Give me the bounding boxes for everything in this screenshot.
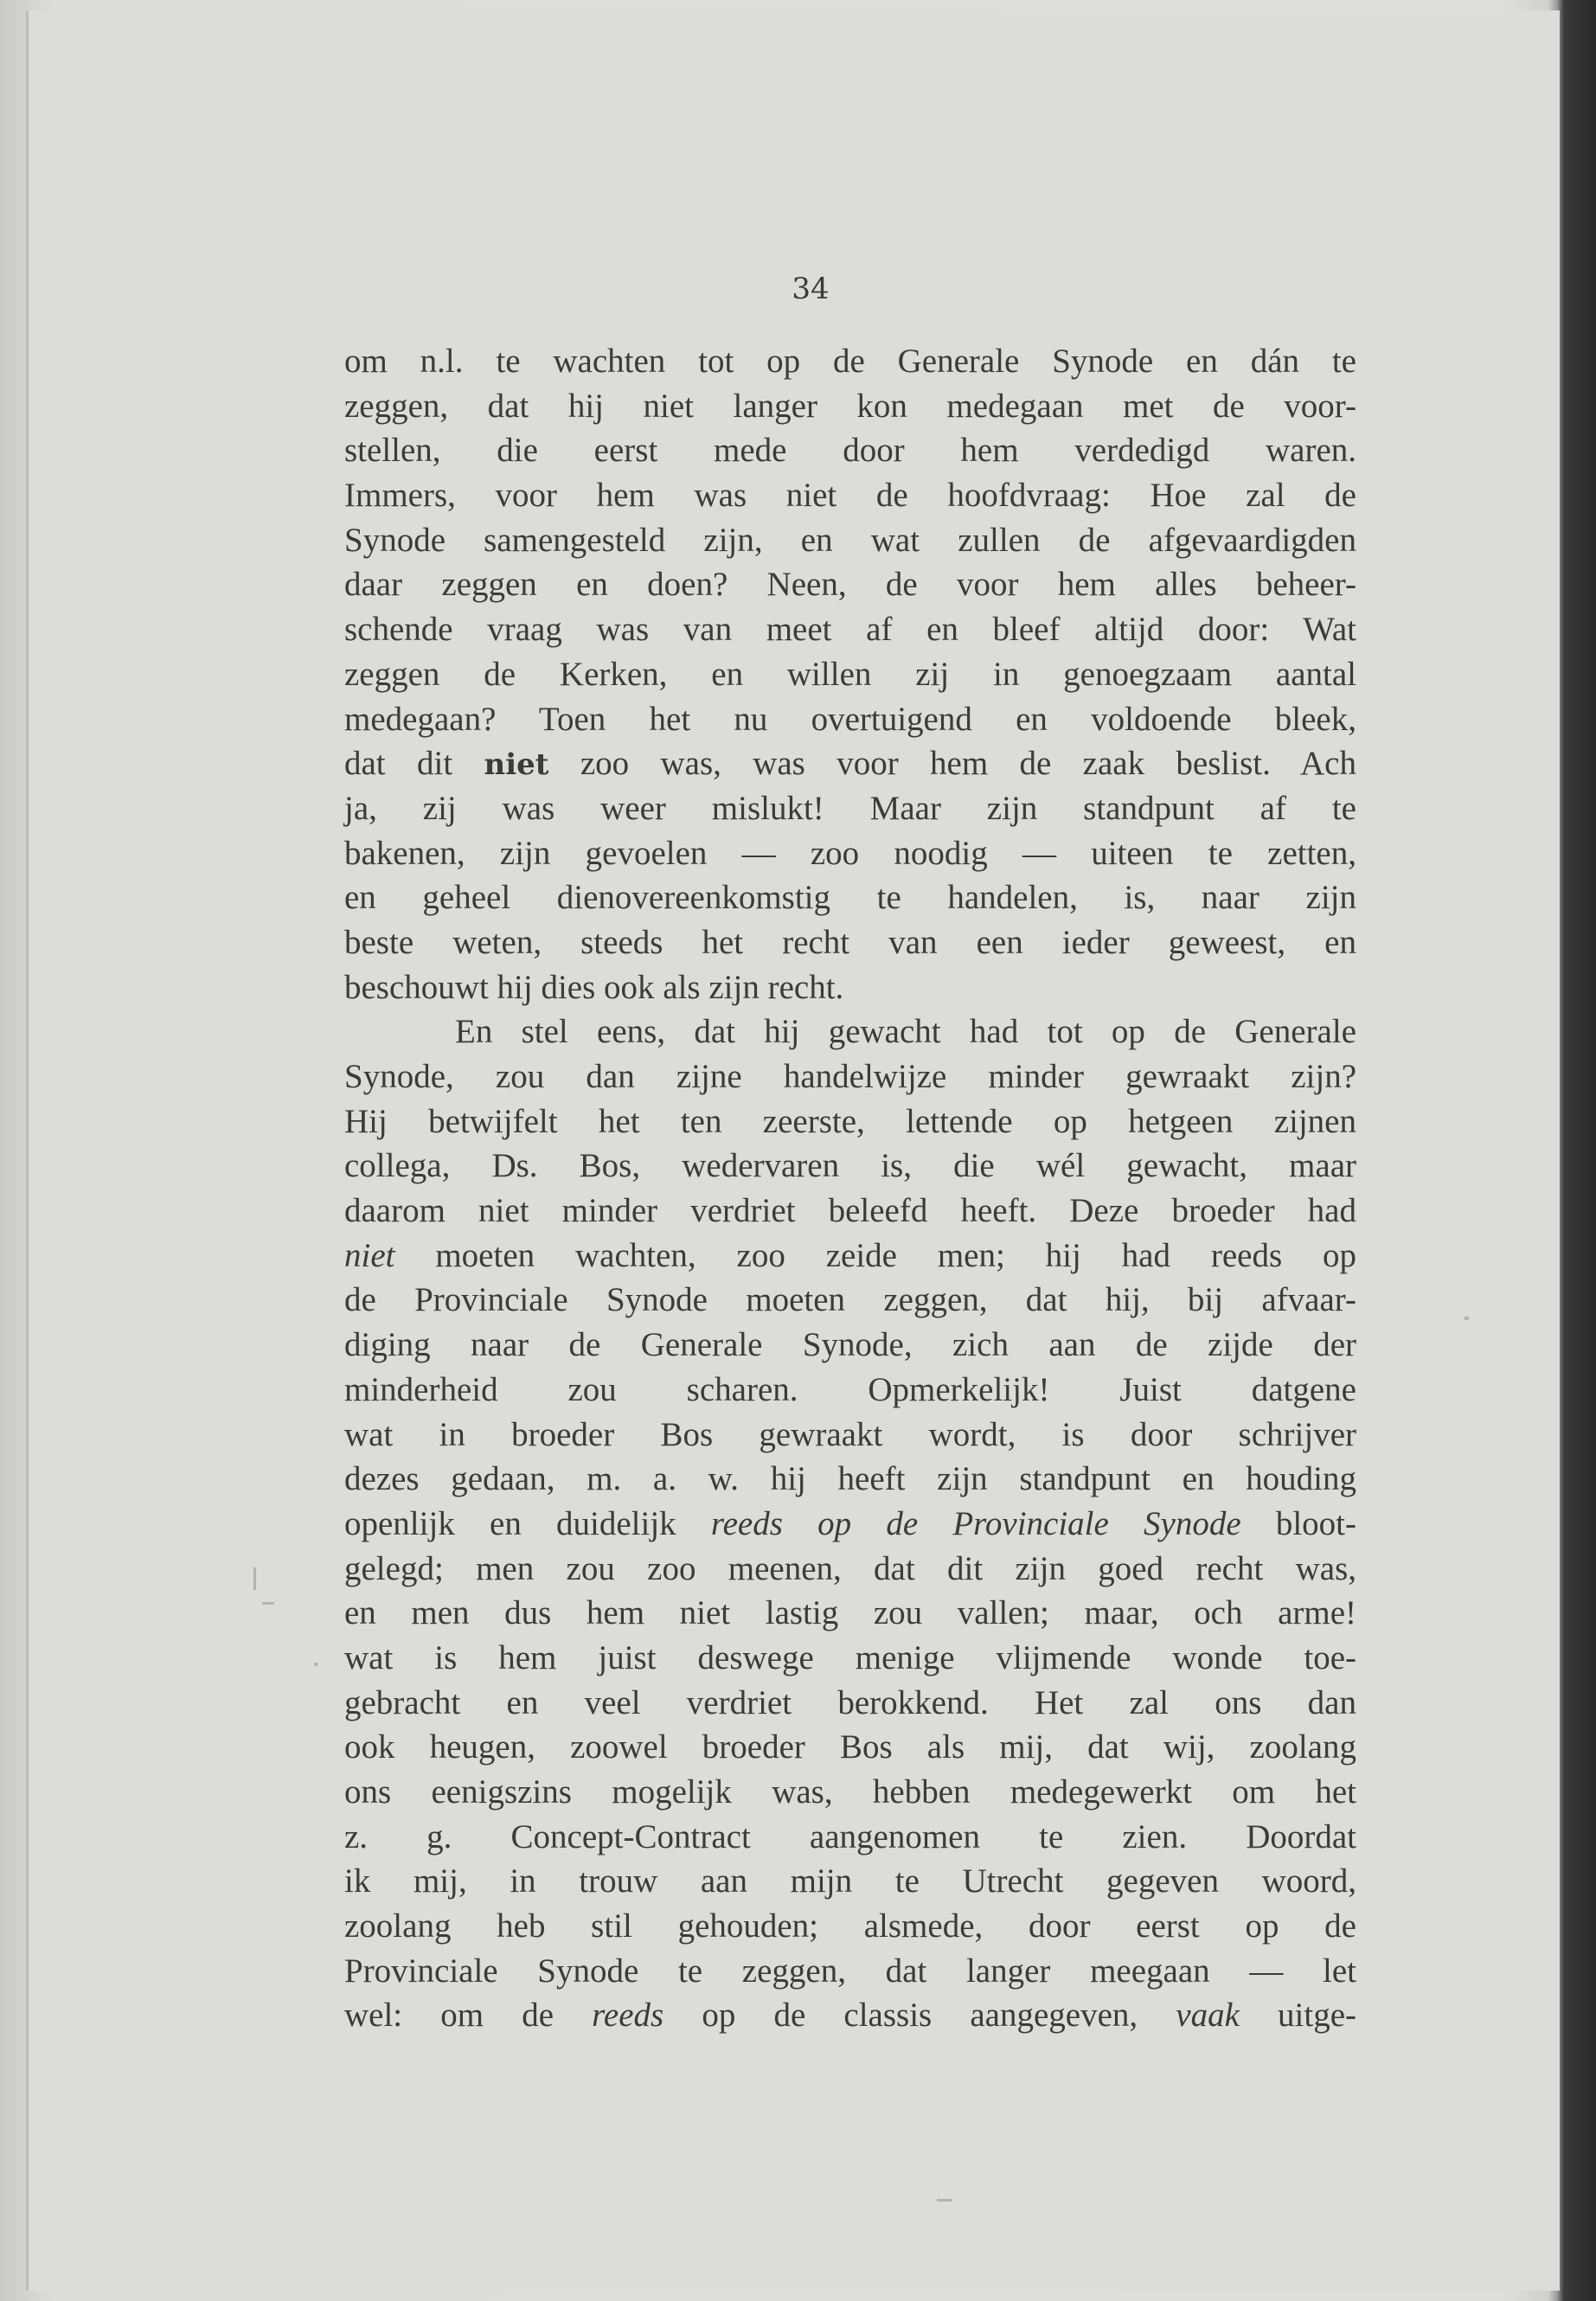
text-line: ons eenigszins mogelijk was, hebben medegewerkt om het bbox=[344, 1773, 1356, 1811]
text-line: gebracht en veel verdriet berokkend. Het zal ons dan bbox=[344, 1683, 1356, 1721]
text-line: Synode samengesteld zijn, en wat zullen de afgevaardigden bbox=[344, 521, 1356, 559]
text-line: beste weten, steeds het recht van een ieder geweest, en bbox=[344, 923, 1356, 961]
text-line: en men dus hem niet lastig zou vallen; maar, och arme! bbox=[344, 1594, 1356, 1632]
text-run: uitge- bbox=[1239, 1997, 1357, 2035]
text-line: zoolang heb stil gehouden; alsmede, door eerst op de bbox=[344, 1907, 1356, 1945]
italic-emphasis: reeds op de Provinciale Synode bbox=[710, 1504, 1241, 1542]
text-line: de Provinciale Synode moeten zeggen, dat hij, bij afvaar- bbox=[344, 1281, 1356, 1319]
text-line: Provinciale Synode te zeggen, dat langer meegaan — let bbox=[344, 1952, 1356, 1990]
text-run: zoo was, was voor hem de zaak beslist. Ach bbox=[548, 745, 1356, 783]
paragraph-start-line: En stel eens, dat hij gewacht had tot op de Generale bbox=[455, 1013, 1356, 1051]
text-line: diging naar de Generale Synode, zich aan de zijde der bbox=[344, 1326, 1356, 1364]
text-line: daar zeggen en doen? Neen, de voor hem alles beheer- bbox=[344, 566, 1356, 604]
italic-emphasis: reeds bbox=[592, 1997, 664, 2035]
text-line: ook heugen, zoowel broeder Bos als mij, dat wij, zoolang bbox=[344, 1728, 1356, 1766]
text-line: om n.l. te wachten tot op de Generale Synode en dán te bbox=[344, 343, 1356, 380]
text-line: stellen, die eerst mede door hem verdedigd waren. bbox=[344, 432, 1356, 470]
text-line: ja, zij was weer mislukt! Maar zijn standpunt af te bbox=[344, 789, 1356, 827]
page-number: 34 bbox=[792, 272, 830, 306]
text-line: zeggen, dat hij niet langer kon medegaan met de voor- bbox=[344, 387, 1356, 425]
text-line bbox=[344, 1502, 1356, 1547]
text-run: dat dit bbox=[344, 745, 484, 783]
text-line: gelegd; men zou zoo meenen, dat dit zijn goed recht was, bbox=[344, 1549, 1356, 1587]
text-run: wel: om de bbox=[344, 1997, 593, 2035]
paper-speck bbox=[314, 1663, 317, 1666]
text-line: medegaan? Toen het nu overtuigend en voldoende bleek, bbox=[344, 700, 1356, 738]
text-run: bloot- bbox=[1240, 1504, 1356, 1542]
text-line: wat is hem juist deswege menige vlijmende wonde toe- bbox=[344, 1638, 1356, 1676]
text-line: en geheel dienovereenkomstig te handelen, is, naar zijn bbox=[344, 879, 1356, 917]
text-run: moeten wachten, zoo zeide men; hij had reeds op bbox=[394, 1236, 1356, 1274]
text-run: openlijk en duidelijk bbox=[344, 1504, 711, 1542]
text-line bbox=[344, 1234, 1356, 1279]
paragraph-end-line: beschouwt hij dies ook als zijn recht. bbox=[344, 968, 844, 1006]
paper-speck bbox=[253, 1567, 256, 1590]
text-line: minderheid zou scharen. Opmerkelijk! Juist datgene bbox=[344, 1370, 1356, 1408]
text-line: dezes gedaan, m. a. w. hij heeft zijn standpunt en houding bbox=[344, 1460, 1356, 1498]
text-line: ik mij, in trouw aan mijn te Utrecht gegeven woord, bbox=[344, 1862, 1356, 1900]
paper-speck bbox=[1465, 1317, 1469, 1320]
text-line: wat in broeder Bos gewraakt wordt, is door schrijver bbox=[344, 1415, 1356, 1453]
text-line: z. g. Concept-Contract aangenomen te zien. Doordat bbox=[344, 1817, 1356, 1856]
paper-speck bbox=[937, 2199, 952, 2202]
text-line: Hij betwijfelt het ten zeerste, lettende op hetgeen zijnen bbox=[344, 1102, 1356, 1140]
bold-emphasis: niet bbox=[484, 747, 549, 783]
text-line: daarom niet minder verdriet beleefd heeft. Deze broeder had bbox=[344, 1192, 1356, 1230]
text-line: Immers, voor hem was niet de hoofdvraag: Hoe zal de bbox=[344, 477, 1356, 515]
italic-emphasis: niet bbox=[344, 1236, 395, 1274]
text-line: collega, Ds. Bos, wedervaren is, die wél gewacht, maar bbox=[344, 1147, 1356, 1185]
text-line bbox=[344, 1993, 1356, 2038]
text-line: bakenen, zijn gevoelen — zoo noodig — uiteen te zetten, bbox=[344, 834, 1356, 872]
text-line: schende vraag was van meet af en bleef altijd door: Wat bbox=[344, 611, 1356, 649]
text-run: op de classis aangegeven, bbox=[663, 1997, 1176, 2035]
body-text bbox=[344, 339, 1356, 2038]
text-line: Synode, zou dan zijne handelwijze minder gewraakt zijn? bbox=[344, 1058, 1356, 1095]
italic-emphasis: vaak bbox=[1176, 1997, 1240, 2035]
text-line bbox=[344, 741, 1356, 786]
paper-speck bbox=[262, 1602, 274, 1605]
text-line: zeggen de Kerken, en willen zij in genoegzaam aantal bbox=[344, 655, 1356, 693]
